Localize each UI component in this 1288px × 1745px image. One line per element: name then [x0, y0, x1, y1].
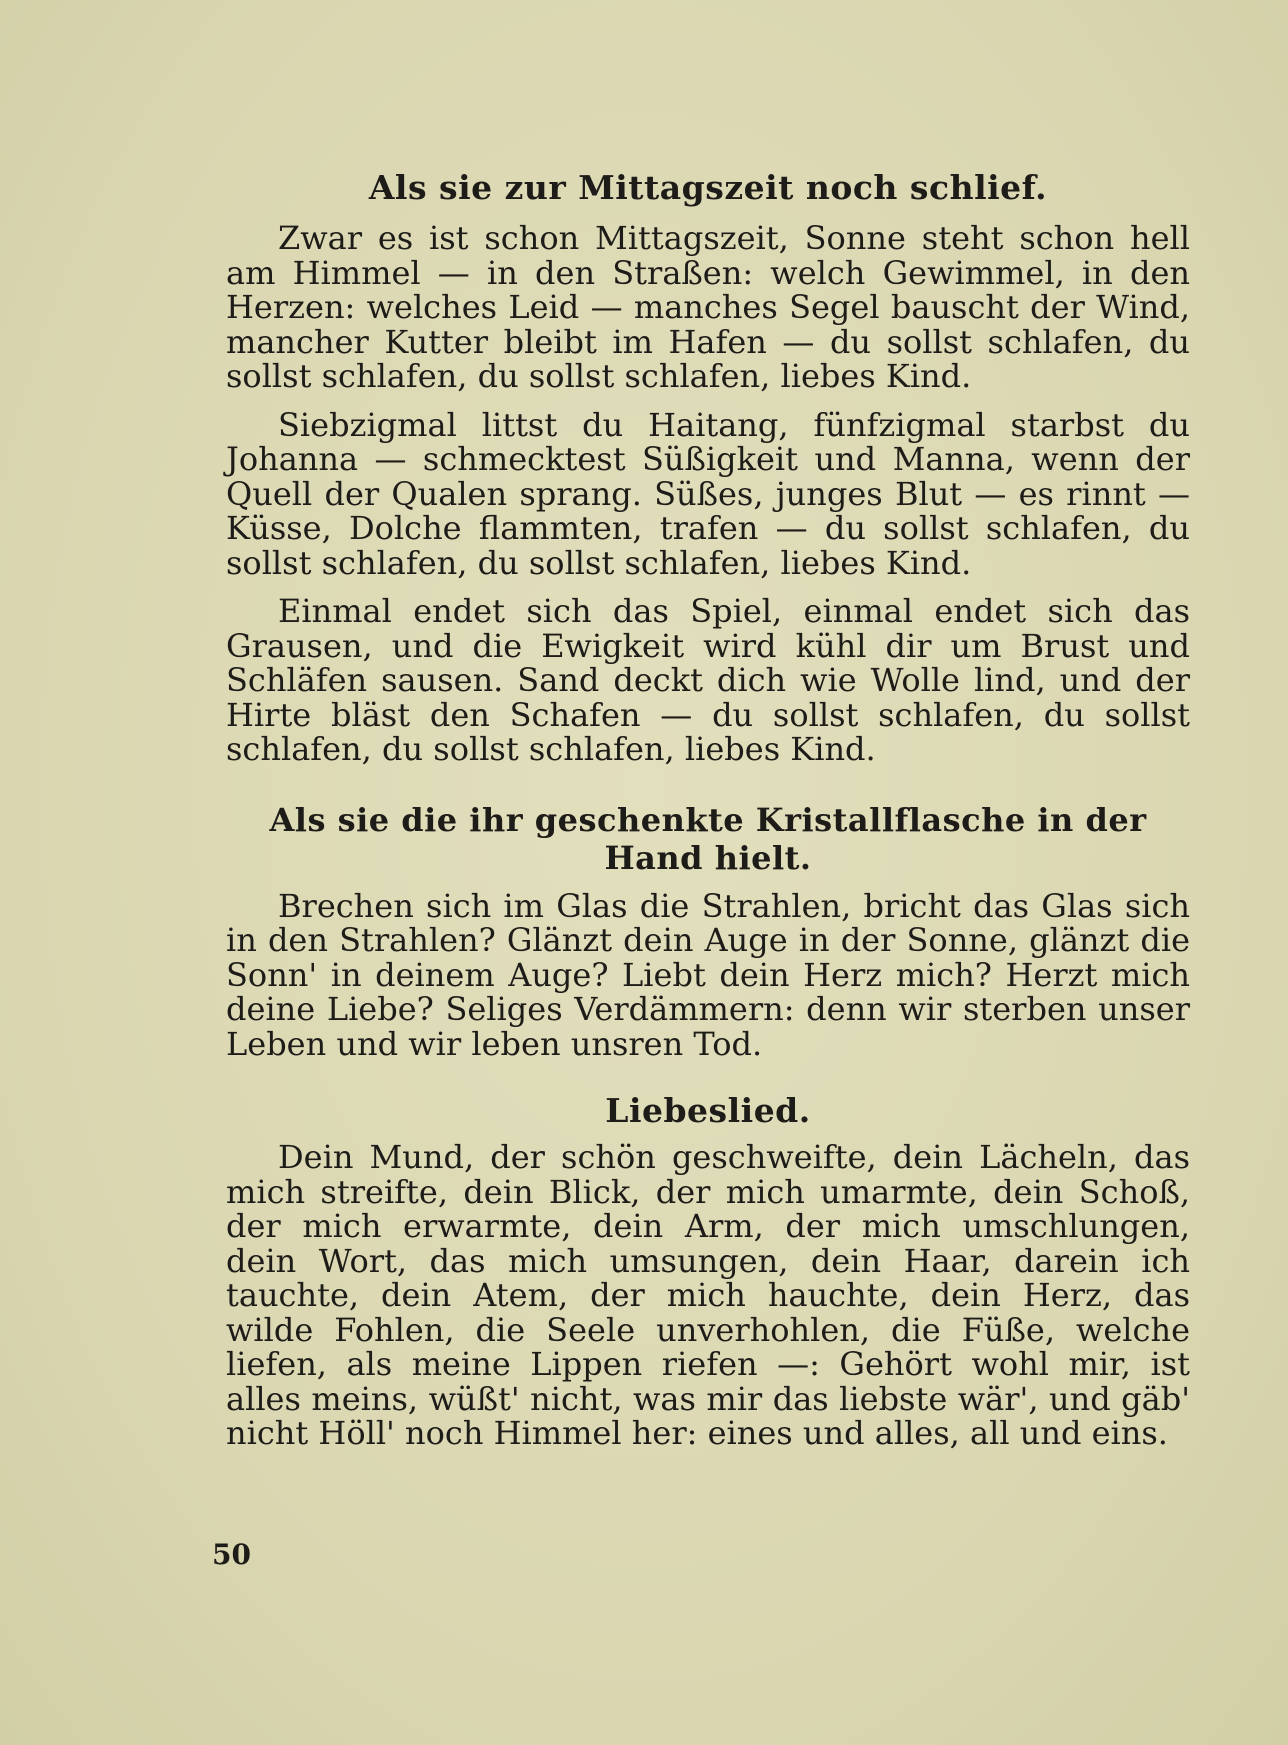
paragraph: Brechen sich im Glas die Strahlen, bricht das Glas sich in den Strahlen? Glänzt dein Auge in der Sonne, glänzt die Sonn' in deinem Auge? Liebt dein Herz mich? Herzt mich deine Liebe? Seliges Verdämmern: denn wir sterben unser Leben und wir leben unsren Tod.: [226, 886, 1190, 1063]
page-body: [226, 160, 1190, 1451]
paragraph: Zwar es ist schon Mittagszeit, Sonne steht schon hell am Himmel — in den Straßen: welch Gewimmel, in den Herzen: welches Leid — manches Segel bauscht der Wind, mancher Kutter bleibt im Hafen — du sollst schlafen, du sollst schlafen, du sollst schlafen, liebes Kind.: [226, 219, 1190, 395]
heading-liebeslied: Liebeslied.: [605, 1091, 811, 1130]
paragraph: Einmal endet sich das Spiel, einmal endet sich das Grausen, und die Ewigkeit wird kühl dir um Brust und Schläfen sausen. Sand deckt dich wie Wolle lind, und der Hirte bläst den Schafen — du sollst schlafen, du sollst schlafen, du sollst schlafen, liebes Kind.: [226, 592, 1190, 768]
paragraph: Dein Mund, der schön geschweifte, dein Lächeln, das mich streifte, dein Blick, der mich umarmte, dein Schoß, der mich erwarmte, dein Arm, der mich umschlungen, dein Wort, das mich umsungen, dein Haar, darein ich tauchte, dein Atem, der mich hauchte, dein Herz, das wilde Fohlen, die Seele unverhohlen, die Füße, welche liefen, als meine Lippen riefen —: Gehört wohl mir, ist alles meins, wüßt' nicht, was mir das liebste wär', und gäb' nicht Höll' noch Himmel her: eines und alles, all und eins.: [226, 1138, 1190, 1452]
heading-kristallflasche: Als sie die ihr geschenkte Kristallflasche in der Hand hielt.: [269, 800, 1147, 877]
page-number: 50: [212, 1538, 251, 1571]
paragraph: Siebzigmal littst du Haitang, fünfzigmal starbst du Johanna — schmecktest Süßigkeit und Manna, wenn der Quell der Qualen sprang. Süßes, junges Blut — es rinnt — Küsse, Dolche flammten, trafen — du sollst schlafen, du sollst schlafen, du sollst schlafen, liebes Kind.: [226, 405, 1190, 582]
heading-als-sie-zur-mittagszeit: Als sie zur Mittagszeit noch schlief.: [368, 168, 1048, 207]
